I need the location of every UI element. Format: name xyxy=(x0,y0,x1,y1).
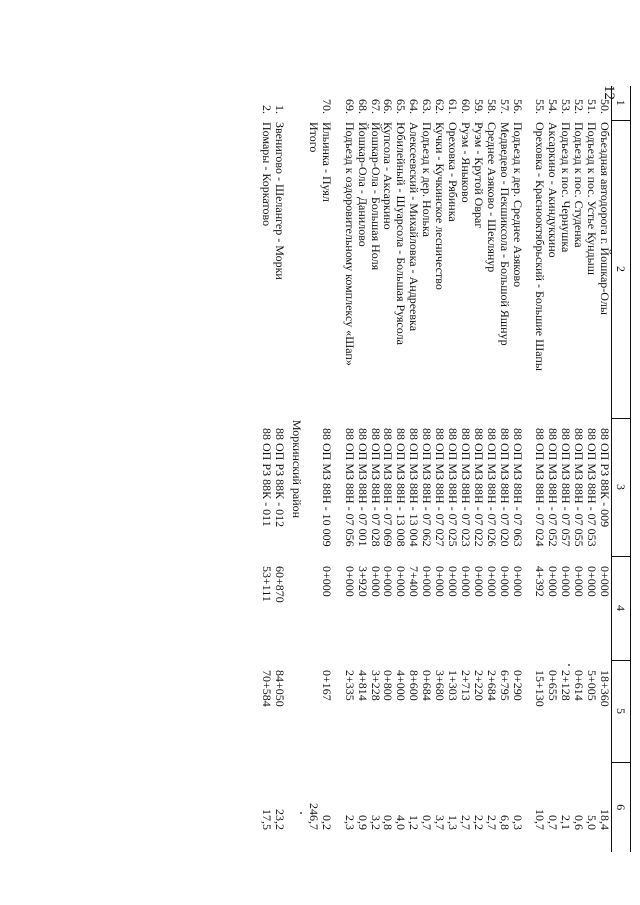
spacer-row xyxy=(333,86,343,852)
cell-len: 1,2 xyxy=(407,815,422,830)
cell-code: 88 ОП РЗ 88К - 009 xyxy=(598,428,612,528)
cell-n: 68. xyxy=(355,99,370,114)
table-row xyxy=(260,86,273,852)
cell-code: 88 ОП МЗ 88Н - 07 027 xyxy=(433,428,448,547)
column-header: 5 xyxy=(612,660,631,762)
empty-cell xyxy=(307,86,320,120)
cell-name: Подъезд к пос. Чернушка xyxy=(559,122,574,253)
empty-cell xyxy=(307,418,320,762)
cell-len: 1,3 xyxy=(446,815,461,830)
cell-n: 54. xyxy=(546,99,561,114)
cell-name: Объездная автодорога г. Йошкар-Олы xyxy=(598,122,612,315)
cell-n: 58. xyxy=(484,99,499,114)
cell-len: 3,7 xyxy=(433,815,448,830)
cell-end: 0+290 xyxy=(510,670,525,701)
cell-start: 60+870 xyxy=(273,566,288,603)
table-row xyxy=(459,86,472,852)
cell-n: 2. xyxy=(260,105,275,114)
cell-name: Ореховка - Рябинка xyxy=(446,122,461,222)
cell-code: 88 ОП МЗ 88Н - 07 020 xyxy=(497,428,512,547)
table-row xyxy=(433,86,446,852)
table-row xyxy=(356,86,369,852)
cell-len: 0,6 xyxy=(572,815,587,830)
cell-start: 0+000 xyxy=(458,566,473,597)
cell-code: 88 ОП МЗ 88Н - 07 062 xyxy=(420,428,435,547)
cell-n: 53. xyxy=(559,99,574,114)
cell-name: Подъезд к оздоровительному комплексу «Шап» xyxy=(342,122,357,366)
table-row xyxy=(598,86,611,852)
cell-n: 56. xyxy=(510,99,525,114)
cell-start: 0+000 xyxy=(497,566,512,597)
cell-name: Кучки - Кучкинское лесничество xyxy=(433,122,448,290)
total-row xyxy=(307,86,320,852)
cell-start: 0+000 xyxy=(559,566,574,597)
table-row xyxy=(343,86,356,852)
cell-start: 0+000 xyxy=(585,566,600,597)
table-row xyxy=(420,86,433,852)
cell-start: 0+000 xyxy=(446,566,461,597)
cell-name: Помары - Коркатово xyxy=(260,122,275,227)
cell-end: 0+167 xyxy=(319,670,334,701)
cell-n: 51. xyxy=(585,99,600,114)
rotated-table-container xyxy=(123,86,631,852)
page-number: 12 xyxy=(601,85,617,100)
cell-len: 17,5 xyxy=(260,809,275,830)
cell-name: Аксаркино - Акиндуккино xyxy=(546,122,561,258)
cell-len: 0,7 xyxy=(420,815,435,830)
table-row xyxy=(572,86,585,852)
cell-name: Среднее Азяково - Шеклянур xyxy=(484,122,499,273)
cell-code: 88 ОП МЗ 88Н - 13 008 xyxy=(394,428,409,547)
cell-n: 59. xyxy=(471,99,486,114)
table-row xyxy=(407,86,420,852)
cell-start: 0+000 xyxy=(420,566,435,597)
table-row xyxy=(511,86,524,852)
cell-start: 3+920 xyxy=(355,566,370,597)
roads-table xyxy=(260,86,631,852)
column-header: 3 xyxy=(612,418,631,556)
cell-start: 4+392 xyxy=(533,566,548,597)
scan-speck xyxy=(300,812,302,814)
section-title: Моркинский район xyxy=(290,419,305,519)
cell-n: 1. xyxy=(273,105,288,114)
table-row xyxy=(320,86,333,852)
cell-n: 65. xyxy=(394,99,409,114)
cell-n: 63. xyxy=(420,99,435,114)
cell-len: 2,7 xyxy=(458,815,473,830)
table-row xyxy=(534,86,547,852)
cell-n: 50. xyxy=(598,99,612,114)
cell-start: 7+400 xyxy=(407,566,422,597)
cell-n: 69. xyxy=(342,99,357,114)
cell-end: 5+005 xyxy=(585,670,600,701)
cell-end: 2+128 xyxy=(559,670,574,701)
cell-end: 0+655 xyxy=(546,670,561,701)
cell-name: Ильинка - Пуял xyxy=(319,122,334,202)
cell-name: Юбилейный - Шуарсола - Большая Руясола xyxy=(394,122,409,345)
cell-end: 3+680 xyxy=(433,670,448,701)
cell-start: 53+111 xyxy=(260,566,275,602)
cell-end: 4+814 xyxy=(355,670,370,701)
cell-code: 88 ОП МЗ 88Н - 07 026 xyxy=(484,428,499,547)
cell-code: 88 ОП МЗ 88Н - 07 022 xyxy=(471,428,486,547)
scan-speck xyxy=(568,664,570,666)
cell-n: 62. xyxy=(433,99,448,114)
cell-len: 0,9 xyxy=(355,815,370,830)
table-row xyxy=(472,86,485,852)
cell-name: Йошкар-Ола - Данилово xyxy=(355,122,370,247)
cell-code: 88 ОП МЗ 88Н - 07 063 xyxy=(510,428,525,547)
cell-len: 0,3 xyxy=(510,815,525,830)
cell-code: 88 ОП МЗ 88Н - 07 001 xyxy=(355,428,370,547)
table-row xyxy=(585,86,598,852)
cell-start: 0+000 xyxy=(394,566,409,597)
cell-code: 88 ОП РЗ 88К - 012 xyxy=(273,428,288,528)
cell-end: 2+220 xyxy=(471,670,486,701)
table-row xyxy=(273,86,286,852)
cell-code: 88 ОП МЗ 88Н - 07 053 xyxy=(585,428,600,547)
cell-start: 0+000 xyxy=(510,566,525,597)
cell-len: 6,8 xyxy=(497,815,512,830)
table-row xyxy=(559,86,572,852)
section-row xyxy=(286,86,307,852)
cell-len: 2,7 xyxy=(484,815,499,830)
cell-n: 66. xyxy=(381,99,396,114)
cell-name: Подъезд к пос. Студенка xyxy=(572,122,587,248)
cell-code: 88 ОП МЗ 88Н - 13 004 xyxy=(407,428,422,547)
cell-n: 64. xyxy=(407,99,422,114)
table-row xyxy=(446,86,459,852)
column-header: 1 xyxy=(612,86,631,120)
cell-code: 88 ОП МЗ 88Н - 07 055 xyxy=(572,428,587,547)
cell-start: 0+000 xyxy=(319,566,334,597)
cell-len: 0,7 xyxy=(546,815,561,830)
cell-len: 0,2 xyxy=(319,815,334,830)
cell-start: 0+000 xyxy=(484,566,499,597)
cell-n: 70. xyxy=(319,99,334,114)
cell-start: 0+000 xyxy=(546,566,561,597)
cell-len: 5,0 xyxy=(585,815,600,830)
cell-start: 0+000 xyxy=(342,566,357,597)
cell-end: 0+614 xyxy=(572,670,587,701)
cell-n: 60. xyxy=(458,99,473,114)
cell-len: 0,8 xyxy=(381,815,396,830)
cell-n: 55. xyxy=(533,99,548,114)
cell-code: 88 ОП МЗ 88Н - 07 057 xyxy=(559,428,574,547)
cell-code: 88 ОП МЗ 88Н - 07 052 xyxy=(546,428,561,547)
cell-code: 88 ОП МЗ 88Н - 07 069 xyxy=(381,428,396,547)
cell-code: 88 ОП МЗ 88Н - 07 024 xyxy=(533,428,548,547)
header-row xyxy=(612,86,631,852)
cell-end: 8+600 xyxy=(407,670,422,701)
cell-n: 61. xyxy=(446,99,461,114)
cell-code: 88 ОП МЗ 88Н - 10 009 xyxy=(319,428,334,547)
cell-start: 0+000 xyxy=(471,566,486,597)
cell-start: 0+000 xyxy=(368,566,383,597)
cell-end: 3+228 xyxy=(368,670,383,701)
spacer-cell xyxy=(333,86,343,852)
cell-len: 23,2 xyxy=(273,809,288,830)
cell-len: 4,0 xyxy=(394,815,409,830)
spacer-cell xyxy=(524,86,534,852)
total-value: 246,7 xyxy=(306,803,321,830)
cell-end: 2+713 xyxy=(458,670,473,701)
cell-start: 0+000 xyxy=(598,566,612,597)
cell-code: 88 ОП МЗ 88Н - 07 025 xyxy=(446,428,461,547)
cell-code: 88 ОП МЗ 88Н - 07 056 xyxy=(342,428,357,547)
cell-name: Йошкар-Ола - Большая Ноля xyxy=(368,122,383,271)
cell-name: Подъезд к дер. Среднее Азяково xyxy=(510,122,525,288)
cell-name: Звенигово - Шелангер - Морки xyxy=(273,122,288,280)
cell-end: 70+584 xyxy=(260,670,275,707)
cell-end: 2+684 xyxy=(484,670,499,701)
cell-end: 18+360 xyxy=(598,670,612,707)
table-row xyxy=(382,86,395,852)
cell-n: 57. xyxy=(497,99,512,114)
cell-len: 18,4 xyxy=(598,809,612,830)
cell-end: 4+000 xyxy=(394,670,409,701)
cell-name: Подъезд к пос. Устье Кундыш xyxy=(585,122,600,275)
cell-len: 10,7 xyxy=(533,809,548,830)
cell-name: Руэм - Яныково xyxy=(458,122,473,203)
cell-len: 2,2 xyxy=(471,815,486,830)
cell-n: 52. xyxy=(572,99,587,114)
table-row xyxy=(498,86,511,852)
total-label: Итого xyxy=(306,122,321,153)
cell-start: 0+000 xyxy=(381,566,396,597)
cell-code: 88 ОП РЗ 88К - 011 xyxy=(260,428,275,527)
cell-start: 0+000 xyxy=(433,566,448,597)
cell-start: 0+000 xyxy=(572,566,587,597)
cell-name: Медведево - Пекшиксола - Большой Яшнур xyxy=(497,122,512,346)
column-header: 2 xyxy=(612,120,631,418)
cell-name: Руэм - Крутой Овраг xyxy=(471,122,486,229)
cell-code: 88 ОП МЗ 88Н - 07 023 xyxy=(458,428,473,547)
cell-code: 88 ОП МЗ 88Н - 07 028 xyxy=(368,428,383,547)
column-header: 4 xyxy=(612,556,631,660)
table-row xyxy=(395,86,408,852)
cell-len: 2,1 xyxy=(559,815,574,830)
cell-name: Алексеевский - Михайловка - Андреевка xyxy=(407,122,422,332)
cell-end: 0+684 xyxy=(420,670,435,701)
table-row xyxy=(369,86,382,852)
cell-end: 1+303 xyxy=(446,670,461,701)
cell-end: 0+800 xyxy=(381,670,396,701)
cell-name: Купсола - Аксаркино xyxy=(381,122,396,230)
cell-name: Подъезд к дер. Нолька xyxy=(420,122,435,237)
column-header: 6 xyxy=(612,762,631,852)
cell-end: 2+335 xyxy=(342,670,357,701)
cell-len: 3,2 xyxy=(368,815,383,830)
cell-len: 2,3 xyxy=(342,815,357,830)
cell-end: 15+130 xyxy=(533,670,548,707)
cell-end: 6+795 xyxy=(497,670,512,701)
table-row xyxy=(485,86,498,852)
spacer-row xyxy=(524,86,534,852)
table-row xyxy=(546,86,559,852)
cell-end: 84+050 xyxy=(273,670,288,707)
cell-n: 67. xyxy=(368,99,383,114)
cell-name: Ореховка - Краснооктябрьский - Большие Шапы xyxy=(533,122,548,371)
